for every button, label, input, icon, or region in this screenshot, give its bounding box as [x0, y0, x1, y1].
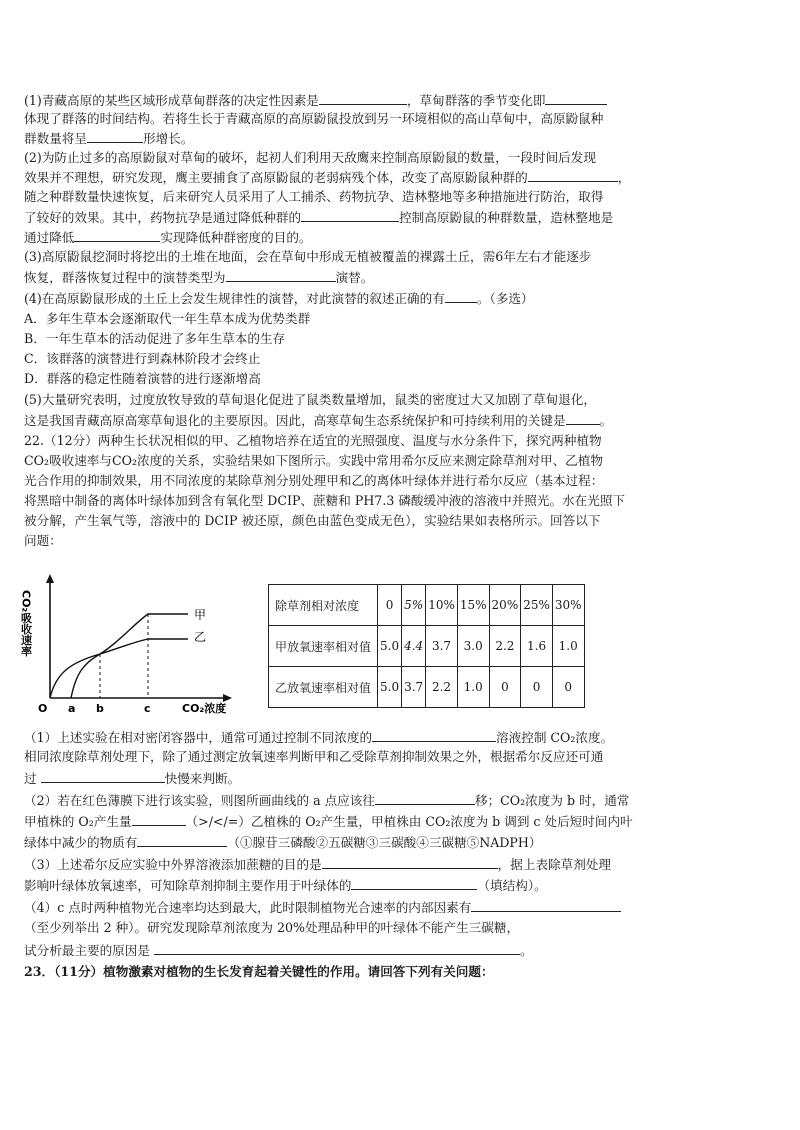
q21-line-2: 体现了群落的时间结构。若将生长于青藏高原的高原鼢鼠投放到另一环境相似的高山草甸中，高原鼢鼠种: [24, 111, 604, 126]
blank-12[interactable]: [375, 792, 475, 805]
q22-s1-line-3: 过 快慢来判断。: [24, 771, 241, 786]
blank-2[interactable]: [545, 92, 607, 105]
blank-16[interactable]: [351, 877, 477, 890]
q22-s4-line-3: 试分析最主要的原因是 。: [24, 943, 533, 958]
option-d: D．群落的稳定性随着演替的进行逐渐增高: [24, 371, 261, 386]
q22-s4-line-1: （4）c 点时两种植物光合速率均达到最大，此时限制植物光合速率的内部因素有: [24, 899, 621, 916]
q21-line-8: 通过降低 实现降低种群密度的目的。: [24, 230, 312, 245]
table-cell: 4.4: [402, 626, 426, 667]
blank-1[interactable]: [319, 92, 407, 105]
table-cell: 5.0: [378, 667, 402, 708]
table-header-label: 除草剂相对浓度: [269, 585, 378, 626]
x-axis-label: CO₂浓度: [182, 702, 227, 715]
co2-absorption-chart: [14, 568, 264, 716]
q22-intro-2: CO₂吸收速率与CO₂浓度的关系，实验结果如下图所示。实践中常用希尔反应来测定除草剂对甲、乙植物: [24, 453, 603, 468]
y-axis-arrow: [46, 574, 54, 583]
q22-s1-line-2: 相同浓度除草剂处理下，除了通过测定放氧速率判断甲和乙受除草剂抑制效果之外，根据希尔反应还可通: [24, 749, 604, 764]
table-cell: 1.0: [457, 667, 489, 708]
blank-4[interactable]: [528, 169, 618, 182]
legend-jia: 甲: [194, 608, 207, 622]
blank-15[interactable]: [322, 856, 498, 869]
series-yi-line: [50, 639, 188, 698]
q22-s3-line-2: 影响叶绿体放氧速率，可知除草剂抑制主要作用于叶绿体的 （填结构）。: [24, 878, 547, 893]
table-cell: 5%: [402, 585, 426, 626]
row-label-yi: 乙放氧速率相对值: [269, 667, 378, 708]
blank-11[interactable]: [41, 770, 165, 783]
herbicide-table: [268, 584, 585, 708]
blank-3[interactable]: [87, 130, 143, 143]
blank-13[interactable]: [132, 813, 186, 826]
q21-line-10: 恢复，群落恢复过程中的演替类型为 演替。: [24, 270, 374, 285]
q22-intro-4: 将黑暗中制备的离体叶绿体加到含有氧化型 DCIP、蔗糖和 PH7.3 磷酸缓冲液的溶液中并照光。水在光照下: [24, 493, 626, 508]
blank-6[interactable]: [74, 229, 160, 242]
q21-line-4: (2)为防止过多的高原鼢鼠对草甸的破坏，起初人们利用天敌鹰来控制高原鼢鼠的数量，一段时间后发现: [24, 150, 596, 165]
q22-s4-line-2: （至少列举出 2 种）。研究发现除草剂浓度为 20%处理品种甲的叶绿体不能产生三碳糖，: [24, 920, 520, 935]
q22-s2-line-1: （2）若在红色薄膜下进行该实验，则图所画曲线的 a 点应该往 移；CO₂浓度为 b 时，通常: [24, 793, 630, 808]
table-cell: 5.0: [378, 626, 402, 667]
table-cell: 0: [521, 667, 553, 708]
table-row-yi: [269, 667, 585, 708]
q22-s3-line-1: （3）上述希尔反应实验中外界溶液添加蔗糖的目的是 ，据上表除草剂处理: [24, 857, 612, 872]
option-b: B．一年生草本的活动促进了多年生草本的生存: [24, 331, 286, 346]
option-c: C．该群落的演替进行到森林阶段才会终止: [24, 351, 261, 366]
tick-c: c: [144, 702, 151, 715]
table-cell: 1.6: [521, 626, 553, 667]
blank-10[interactable]: [372, 729, 496, 742]
blank-18[interactable]: [154, 942, 520, 955]
q22-intro-1: 22.（12分）两种生长状况相似的甲、乙植物培养在适宜的光照强度、温度与水分条件下，探究两种植物: [24, 433, 602, 448]
table-cell: 20%: [489, 585, 521, 626]
q22-s2-line-2: 甲植株的 O₂产生量 （>/</=）乙植株的 O₂产生量，甲植株由 CO₂浓度为 b 调到 c 处后短时间内叶: [24, 814, 633, 829]
blank-17[interactable]: [471, 899, 621, 912]
table-cell: 2.2: [426, 667, 458, 708]
q22-s1-line-1: （1）上述实验在相对密闭容器中，通常可通过控制不同浓度的 溶液控制 CO₂浓度。: [24, 730, 614, 745]
q21-line-6: 随之种群数量快速恢复，后来研究人员采用了人工捕杀、药物抗孕、造林整地等多种措施进行防治，取得: [24, 189, 604, 204]
table-cell: 10%: [426, 585, 458, 626]
q21-line-11: (4)在高原鼢鼠形成的土丘上会发生规律性的演替，对此演替的叙述正确的有 。（多选）: [24, 291, 534, 306]
q21-line-16: (5)大量研究表明，过度放牧导致的草甸退化促进了鼠类数量增加，鼠类的密度过大又加剧了草甸退化，: [24, 392, 596, 407]
table-cell: 0: [378, 585, 402, 626]
tick-a: a: [68, 702, 76, 715]
table-cell: 0: [552, 667, 584, 708]
blank-5[interactable]: [301, 209, 399, 222]
option-a: A．多年生草本会逐渐取代一年生草本成为优势类群: [24, 311, 311, 326]
q21-line-1: (1)青藏高原的某些区域形成草甸群落的决定性因素是 ，草甸群落的季节变化即: [24, 92, 607, 109]
table-cell: 3.7: [426, 626, 458, 667]
q23-title: 23．（11分）植物激素对植物的生长发育起着关键性的作用。请回答下列有关问题：: [24, 964, 494, 979]
blank-7[interactable]: [226, 269, 336, 282]
q21-line-9: (3)高原鼢鼠挖洞时将挖出的土堆在地面，会在草甸中形成无植被覆盖的裸露土丘，需6年左右才能逐步: [24, 249, 592, 264]
blank-14[interactable]: [137, 834, 227, 847]
legend-yi: 乙: [194, 630, 207, 644]
table-cell: 30%: [552, 585, 584, 626]
table-cell: 0: [489, 667, 521, 708]
tick-o: O: [38, 702, 48, 715]
table-row-jia: [269, 626, 585, 667]
q21-line-7: 了较好的效果。其中，药物抗孕是通过降低种群的 控制高原鼢鼠的种群数量，造林整地是: [24, 210, 614, 225]
table-cell: 15%: [457, 585, 489, 626]
table-cell: 25%: [521, 585, 553, 626]
q21-line-17: 这是我国青藏高原高寒草甸退化的主要原因。因此，高寒草甸生态系统保护和可持续利用的关键是 。: [24, 413, 613, 428]
q22-s2-line-3: 绿体中减少的物质有 （①腺苷三磷酸②五碳糖③三碳酸④三碳糖⑤NADPH）: [24, 835, 542, 850]
table-header-row: [269, 585, 585, 626]
table-cell: 3.0: [457, 626, 489, 667]
x-axis-arrow: [223, 694, 232, 702]
table-cell: 3.7: [402, 667, 426, 708]
tick-b: b: [96, 702, 104, 715]
blank-8[interactable]: [445, 290, 477, 303]
blank-9[interactable]: [566, 412, 600, 425]
q21-line-5: 效果并不理想，研究发现，鹰主要捕食了高原鼢鼠的老弱病残个体，改变了高原鼢鼠种群的 ，: [24, 170, 631, 185]
q22-intro-6: 问题：: [24, 533, 62, 548]
table-cell: 2.2: [489, 626, 521, 667]
series-jia-line: [71, 614, 188, 698]
y-axis-label: CO₂吸收速率: [19, 590, 33, 657]
q22-intro-3: 光合作用的抑制效果，用不同浓度的某除草剂分别处理甲和乙的离体叶绿体并进行希尔反应（基本过程：: [24, 473, 604, 488]
q21-line-3: 群数量将呈 形增长。: [24, 131, 194, 146]
row-label-jia: 甲放氧速率相对值: [269, 626, 378, 667]
table-cell: 1.0: [552, 626, 584, 667]
q22-intro-5: 被分解，产生氧气等，溶液中的 DCIP 被还原，颜色由蓝色变成无色），实验结果如表格所示。回答以下: [24, 513, 601, 528]
